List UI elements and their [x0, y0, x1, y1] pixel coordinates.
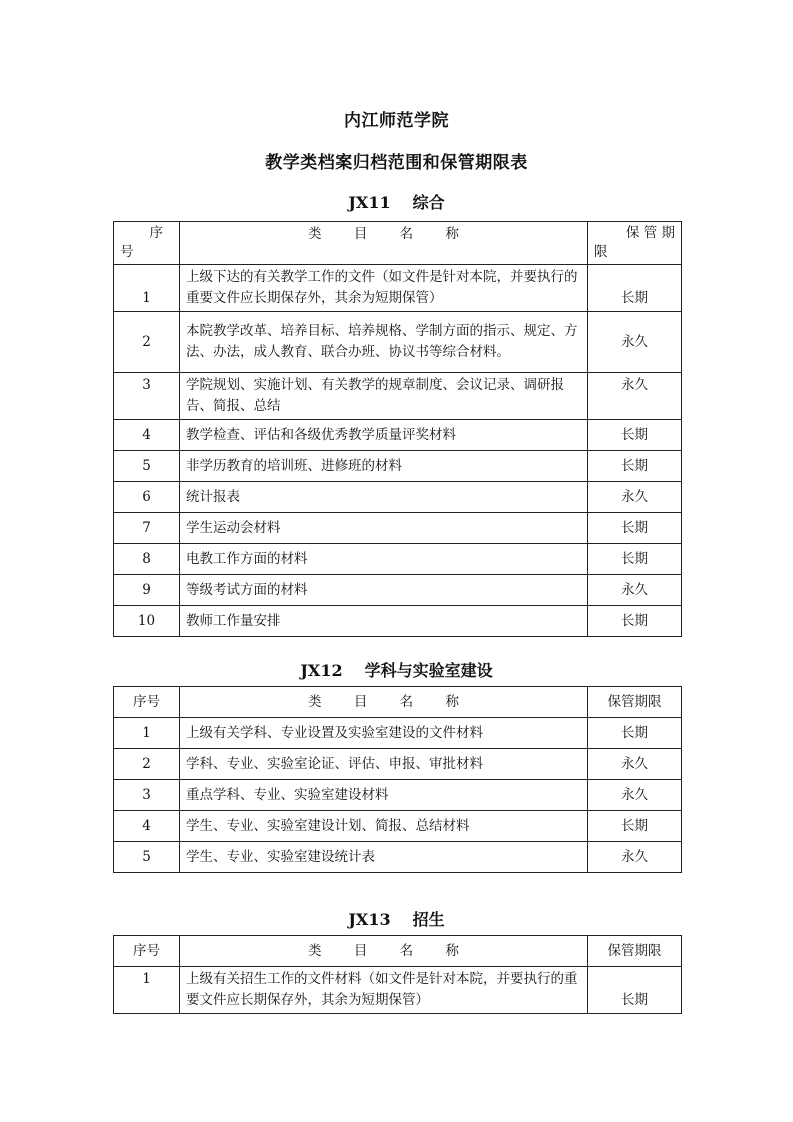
table-row: 10 教师工作量安排 长期 [114, 606, 682, 637]
header-period: 保 管 期 限 [588, 222, 682, 265]
table-row: 4 学生、专业、实验室建设计划、简报、总结材料 长期 [114, 811, 682, 842]
header-seq: 序号 [114, 687, 180, 718]
table-header-row [114, 687, 682, 718]
table-row: 1 上级有关招生工作的文件材料（如文件是针对本院，并要执行的重要文件应长期保存外，其余为短期保管） 长期 [114, 967, 682, 1014]
table-row: 5 非学历教育的培训班、进修班的材料 长期 [114, 451, 682, 482]
table-jx11 [113, 221, 682, 637]
header-name: 类 目 名 称 [180, 936, 588, 967]
table-row: 7 学生运动会材料 长期 [114, 513, 682, 544]
table-row: 3 重点学科、专业、实验室建设材料 永久 [114, 780, 682, 811]
table-row: 4 教学检查、评估和各级优秀教学质量评奖材料 长期 [114, 420, 682, 451]
table-row: 2 本院教学改革、培养目标、培养规格、学制方面的指示、规定、方法、办法，成人教育、联合办班、协议书等综合材料。 永久 [114, 312, 682, 373]
section-name: 招生 [412, 910, 445, 929]
school-name: 内江师范学院 [344, 111, 449, 131]
table-row: 9 等级考试方面的材料 永久 [114, 575, 682, 606]
table-jx12 [113, 686, 682, 873]
table-row: 1 上级有关学科、专业设置及实验室建设的文件材料 长期 [114, 718, 682, 749]
table-jx13 [113, 935, 682, 1014]
header-seq: 序号 [114, 936, 180, 967]
header-seq: 序 号 [114, 222, 180, 265]
table-header-row [114, 222, 682, 265]
document-title: 教学类档案归档范围和保管期限表 [265, 153, 528, 173]
table-row: 3 学院规划、实施计划、有关教学的规章制度、会议记录、调研报告、简报、总结 永久 [114, 373, 682, 420]
section-heading-jx13 [0, 907, 793, 930]
table-row: 1 上级下达的有关教学工作的文件（如文件是针对本院，并要执行的重要文件应长期保存外，其余为短期保管） 长期 [114, 265, 682, 312]
header-name: 类 目 名 称 [180, 687, 588, 718]
table-row: 6 统计报表 永久 [114, 482, 682, 513]
section-code: JX13 [348, 910, 391, 929]
section-name: 综合 [412, 193, 445, 212]
table-row: 2 学科、专业、实验室论证、评估、申报、审批材料 永久 [114, 749, 682, 780]
table-row: 8 电教工作方面的材料 长期 [114, 544, 682, 575]
table-row: 5 学生、专业、实验室建设统计表 永久 [114, 842, 682, 873]
table-header-row [114, 936, 682, 967]
section-code: JX12 [300, 661, 343, 680]
header-period: 保管期限 [588, 687, 682, 718]
section-heading-jx12 [0, 658, 793, 681]
section-name: 学科与实验室建设 [364, 661, 493, 680]
section-heading-jx11 [0, 190, 793, 213]
section-code: JX11 [348, 193, 391, 212]
header-name: 类 目 名 称 [180, 222, 588, 265]
header-period: 保管期限 [588, 936, 682, 967]
